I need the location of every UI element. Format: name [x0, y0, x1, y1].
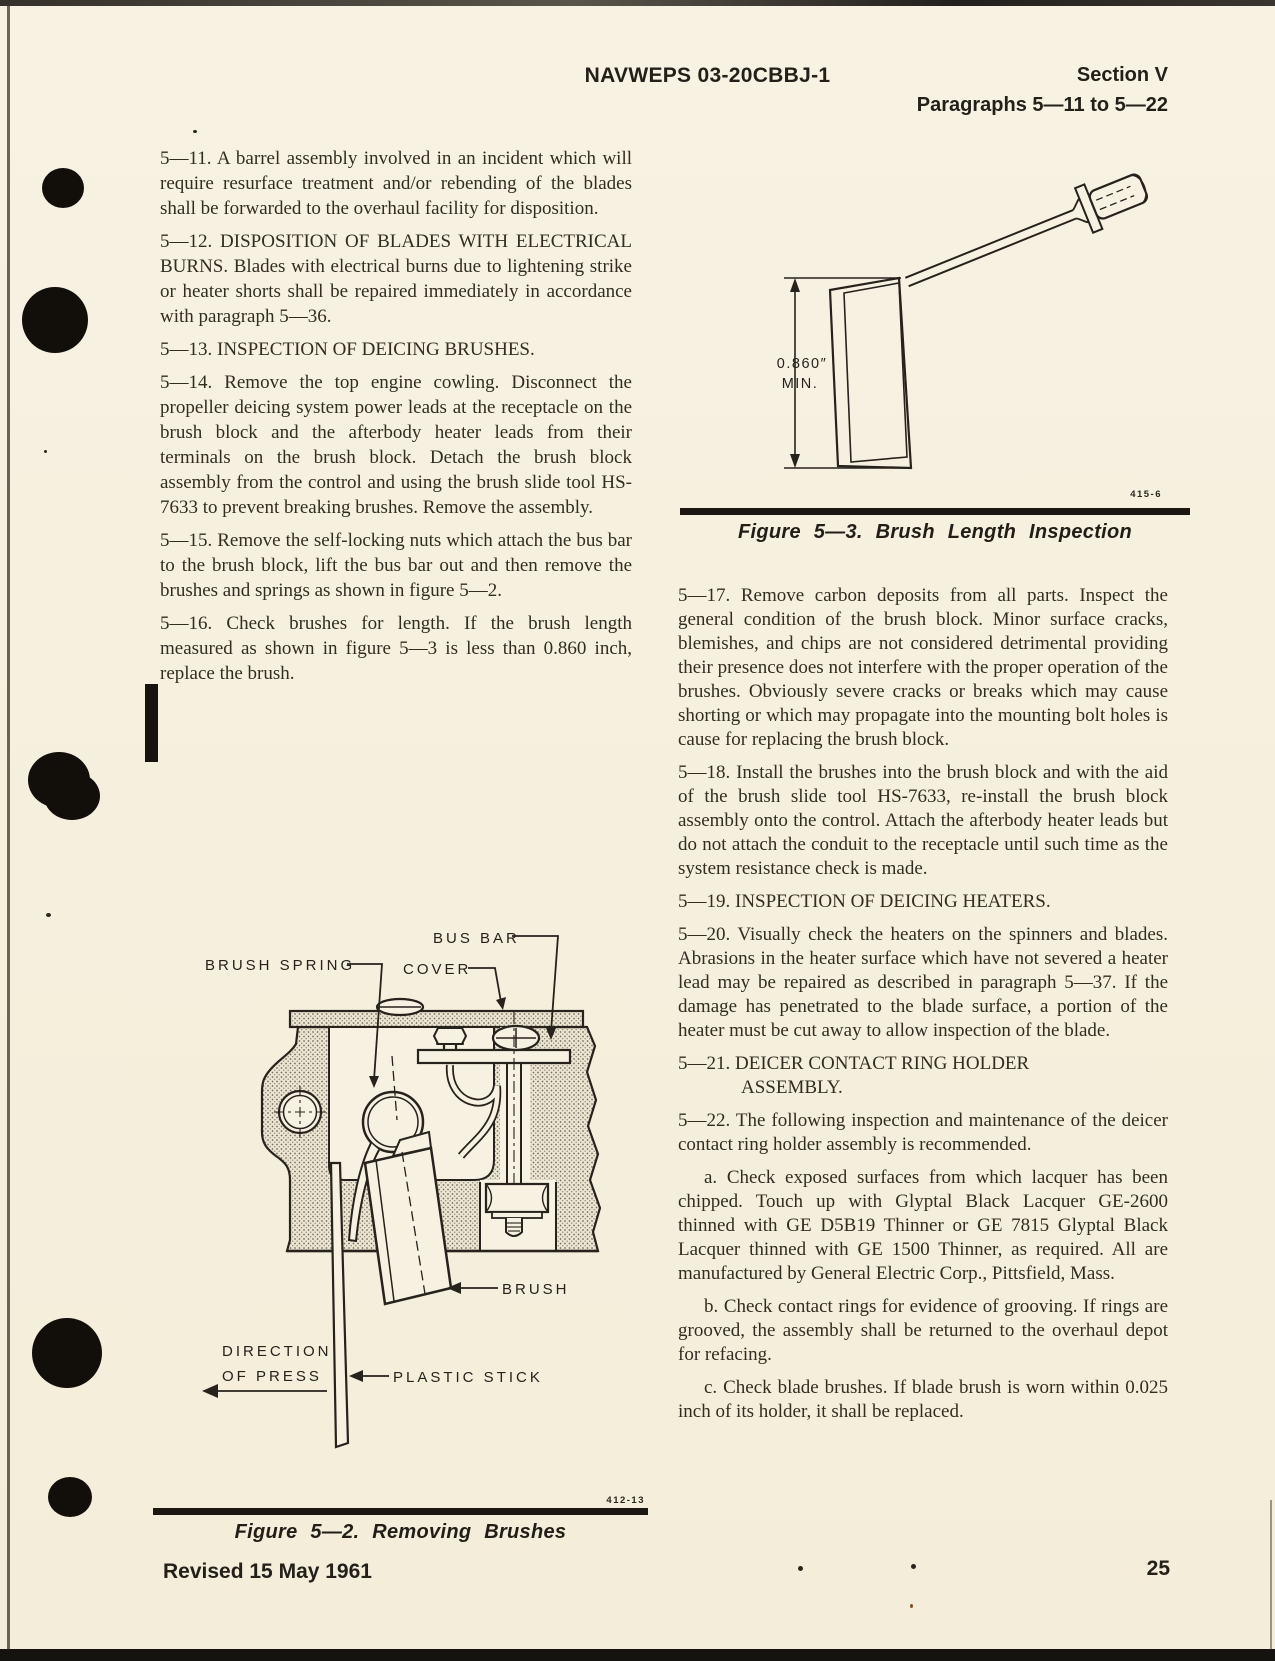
bus-bar-label: BUS BAR	[433, 930, 520, 947]
brush-spring-label: BRUSH SPRING	[205, 957, 356, 974]
heading-5-21-line2: ASSEMBLY.	[741, 1077, 843, 1098]
scan-speck	[46, 913, 51, 917]
revision-change-bar	[145, 684, 158, 762]
binder-hole-mark	[48, 1477, 92, 1517]
page-number: 25	[1146, 1557, 1170, 1580]
scan-speck	[911, 1564, 916, 1569]
binder-hole-mark	[44, 772, 100, 820]
left-column	[160, 146, 632, 694]
revision-date: Revised 15 May 1961	[163, 1560, 372, 1583]
heading-5-21	[678, 1052, 1168, 1100]
binder-hole-mark	[22, 287, 88, 353]
heading-5-21-line1: 5—21. DEICER CONTACT RING HOLDER	[678, 1053, 1030, 1074]
bus-bar-strip	[418, 1050, 570, 1063]
paragraph-5-22c: c. Check blade brushes. If blade brush is worn within 0.025 inch of its holder, it shall be replaced.	[678, 1377, 1168, 1422]
section-label: Section V	[1076, 64, 1168, 86]
paragraph-5-22a: a. Check exposed surfaces from which lacquer has been chipped. Touch up with Glyptal Black Lacquer GE-2600 thinned with GE D5B19 Thinner or GE 7815 Glyptal Black Lacquer thinned with GE 1500 Thinner, as required. All are manufactured by General Electric Corp., Pittsfield, Mass.	[678, 1167, 1168, 1284]
dimension-arrow-down	[790, 454, 800, 468]
right-column	[678, 584, 1168, 1433]
direction-of-press-label-line2: OF PRESS	[222, 1368, 322, 1385]
scan-edge-left	[7, 6, 10, 1650]
paragraph-5-20: 5—20. Visually check the heaters on the spinners and blades. Abrasions in the heater surface which have not severed a heater lead may be repaired as described in paragraph 5—37. If the damage has penetrated to the blade surface, a portion of the heater must be cut away to allow inspection of the blade.	[678, 924, 1168, 1041]
figure-5-2-plate-code: 412-13	[606, 1495, 645, 1506]
cover-plate	[290, 1011, 583, 1027]
heading-5-19: 5—19. INSPECTION OF DEICING HEATERS.	[678, 891, 1051, 912]
dimension-value-label: 0.860″	[776, 356, 828, 372]
paragraph-5-15: 5—15. Remove the self-locking nuts which attach the bus bar to the brush block, lift the bus bar out and then remove the brushes and springs as shown in figure 5—2.	[160, 530, 632, 601]
figure-5-2-rule	[153, 1508, 648, 1515]
plastic-stick-label: PLASTIC STICK	[393, 1369, 543, 1386]
paragraph-5-12: 5—12. DISPOSITION OF BLADES WITH ELECTRICAL BURNS. Blades with electrical burns due to lightening strike or heater shorts shall be repaired immediately in accordance with paragraph 5—36.	[160, 231, 632, 327]
heading-5-13: 5—13. INSPECTION OF DEICING BRUSHES.	[160, 339, 535, 360]
figure-5-3-caption: Figure 5—3. Brush Length Inspection	[737, 521, 1133, 543]
dimension-unit-label: MIN.	[781, 376, 819, 392]
scan-speck	[910, 1604, 913, 1608]
binder-hole-mark	[32, 1318, 102, 1388]
direction-of-press-label-line1: DIRECTION	[222, 1343, 332, 1360]
scan-edge-bottom	[0, 1649, 1275, 1661]
paragraph-range-label: Paragraphs 5—11 to 5—22	[916, 94, 1168, 116]
figure-5-2-caption: Figure 5—2. Removing Brushes	[234, 1521, 567, 1543]
figure-5-3-drawing	[680, 135, 1180, 495]
brush-slide-tool	[898, 164, 1153, 304]
paragraph-5-22b: b. Check contact rings for evidence of grooving. If rings are grooved, the assembly shall be returned to the overhaul depot for refacing.	[678, 1296, 1168, 1365]
dimension-arrow-up	[790, 278, 800, 292]
brush-label: BRUSH	[502, 1281, 570, 1298]
figure-5-3-rule	[680, 508, 1190, 515]
scan-speck	[44, 450, 47, 453]
paragraph-5-11: 5—11. A barrel assembly involved in an incident which will require resurface treatment and/or rebending of the blades shall be forwarded to the overhaul facility for disposition.	[160, 148, 632, 219]
scan-speck	[193, 130, 197, 133]
figure-5-2-drawing	[150, 860, 650, 1460]
scan-edge-top	[0, 0, 1275, 6]
paragraph-5-16: 5—16. Check brushes for length. If the brush length measured as shown in figure 5—3 is less than 0.860 inch, replace the brush.	[160, 613, 632, 684]
figure-5-3-plate-code: 415-6	[1130, 489, 1162, 500]
brush-box-inner	[844, 283, 907, 462]
brush-box-outline	[830, 278, 911, 468]
scan-speck	[798, 1566, 803, 1571]
scan-edge-right	[1270, 1500, 1272, 1650]
binder-hole-mark	[42, 168, 84, 208]
paragraph-5-18: 5—18. Install the brushes into the brush block and with the aid of the brush slide tool HS-7633, re-install the brush block assembly onto the control. Attach the afterbody heater leads but do not attach the conduit to the receptacle until such time as the system resistance check is made.	[678, 762, 1168, 879]
cover-label: COVER	[403, 961, 472, 978]
paragraph-5-17: 5—17. Remove carbon deposits from all parts. Inspect the general condition of the brush block. Minor surface cracks, blemishes, and chips are not considered detrimental providing their presence does not interfere with the proper operation of the brushes. Obviously severe cracks or breaks which may cause shorting or which may propagate into the mounting bolt holes is cause for replacing the brush block.	[678, 585, 1168, 750]
paragraph-5-14: 5—14. Remove the top engine cowling. Disconnect the propeller deicing system power leads at the receptacle on the brush block and the afterbody heater leads from their terminals on the brush block. Detach the brush block assembly from the control and using the brush slide tool HS-7633 to prevent breaking brushes. Remove the assembly.	[160, 372, 632, 518]
paragraph-5-22: 5—22. The following inspection and maintenance of the deicer contact ring holder assembly is recommended.	[678, 1110, 1168, 1155]
document-number: NAVWEPS 03-20CBBJ-1	[584, 64, 831, 87]
